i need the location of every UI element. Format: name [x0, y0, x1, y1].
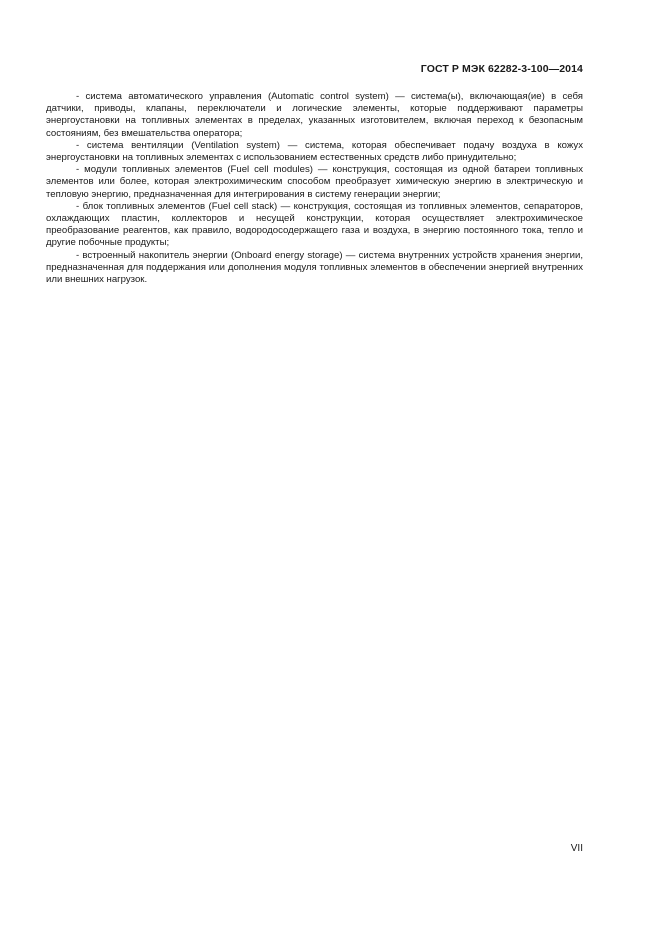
definitions-list: [46, 91, 583, 286]
page-number: VII: [570, 843, 583, 854]
definition-ventilation-system: - система вентиляции (Ventilation system) — система, которая обеспечивает подачу воздуха в кожух энергоустановки на топливных элементах с использованием естественных средств либо принудительно;: [46, 139, 583, 164]
definition-onboard-energy-storage: - встроенный накопитель энергии (Onboard energy storage) — система внутренних устройств хранения энергии, предназначенная для поддержания или дополнения модуля топливных элементов в обеспечении энергией внутренних или внешних нагрузок.: [46, 249, 583, 286]
definition-automatic-control-system: - система автоматического управления (Automatic control system) — система(ы), включающая(ие) в себя датчики, приводы, клапаны, переключатели и логические элементы, которые поддерживают параметры энергоустановки на топливных элементах в пределах, указанных изготовителем, включая переход к безопасным состояниям, без вмешательства оператора;: [46, 91, 583, 139]
document-header: [421, 63, 583, 75]
standard-code: ГОСТ Р МЭК 62282-3-100—2014: [420, 63, 583, 75]
definition-fuel-cell-stack: - блок топливных элементов (Fuel cell stack) — конструкция, состоящая из топливных элементов, сепараторов, охлаждающих пластин, коллекторов и несущей конструкции, которая осуществляет электрохимическое преобразование реагентов, как правило, водородосодержащего газа и воздуха, в энергию постоянного тока, тепло и другие побочные продукты;: [46, 200, 583, 249]
definition-fuel-cell-modules: - модули топливных элементов (Fuel cell modules) — конструкция, состоящая из одной батареи топливных элементов или более, которая электрохимическим способом преобразует химическую энергию в электрическую и тепловую энергию, предназначенная для интегрирования в систему генерации энергии;: [46, 164, 583, 200]
